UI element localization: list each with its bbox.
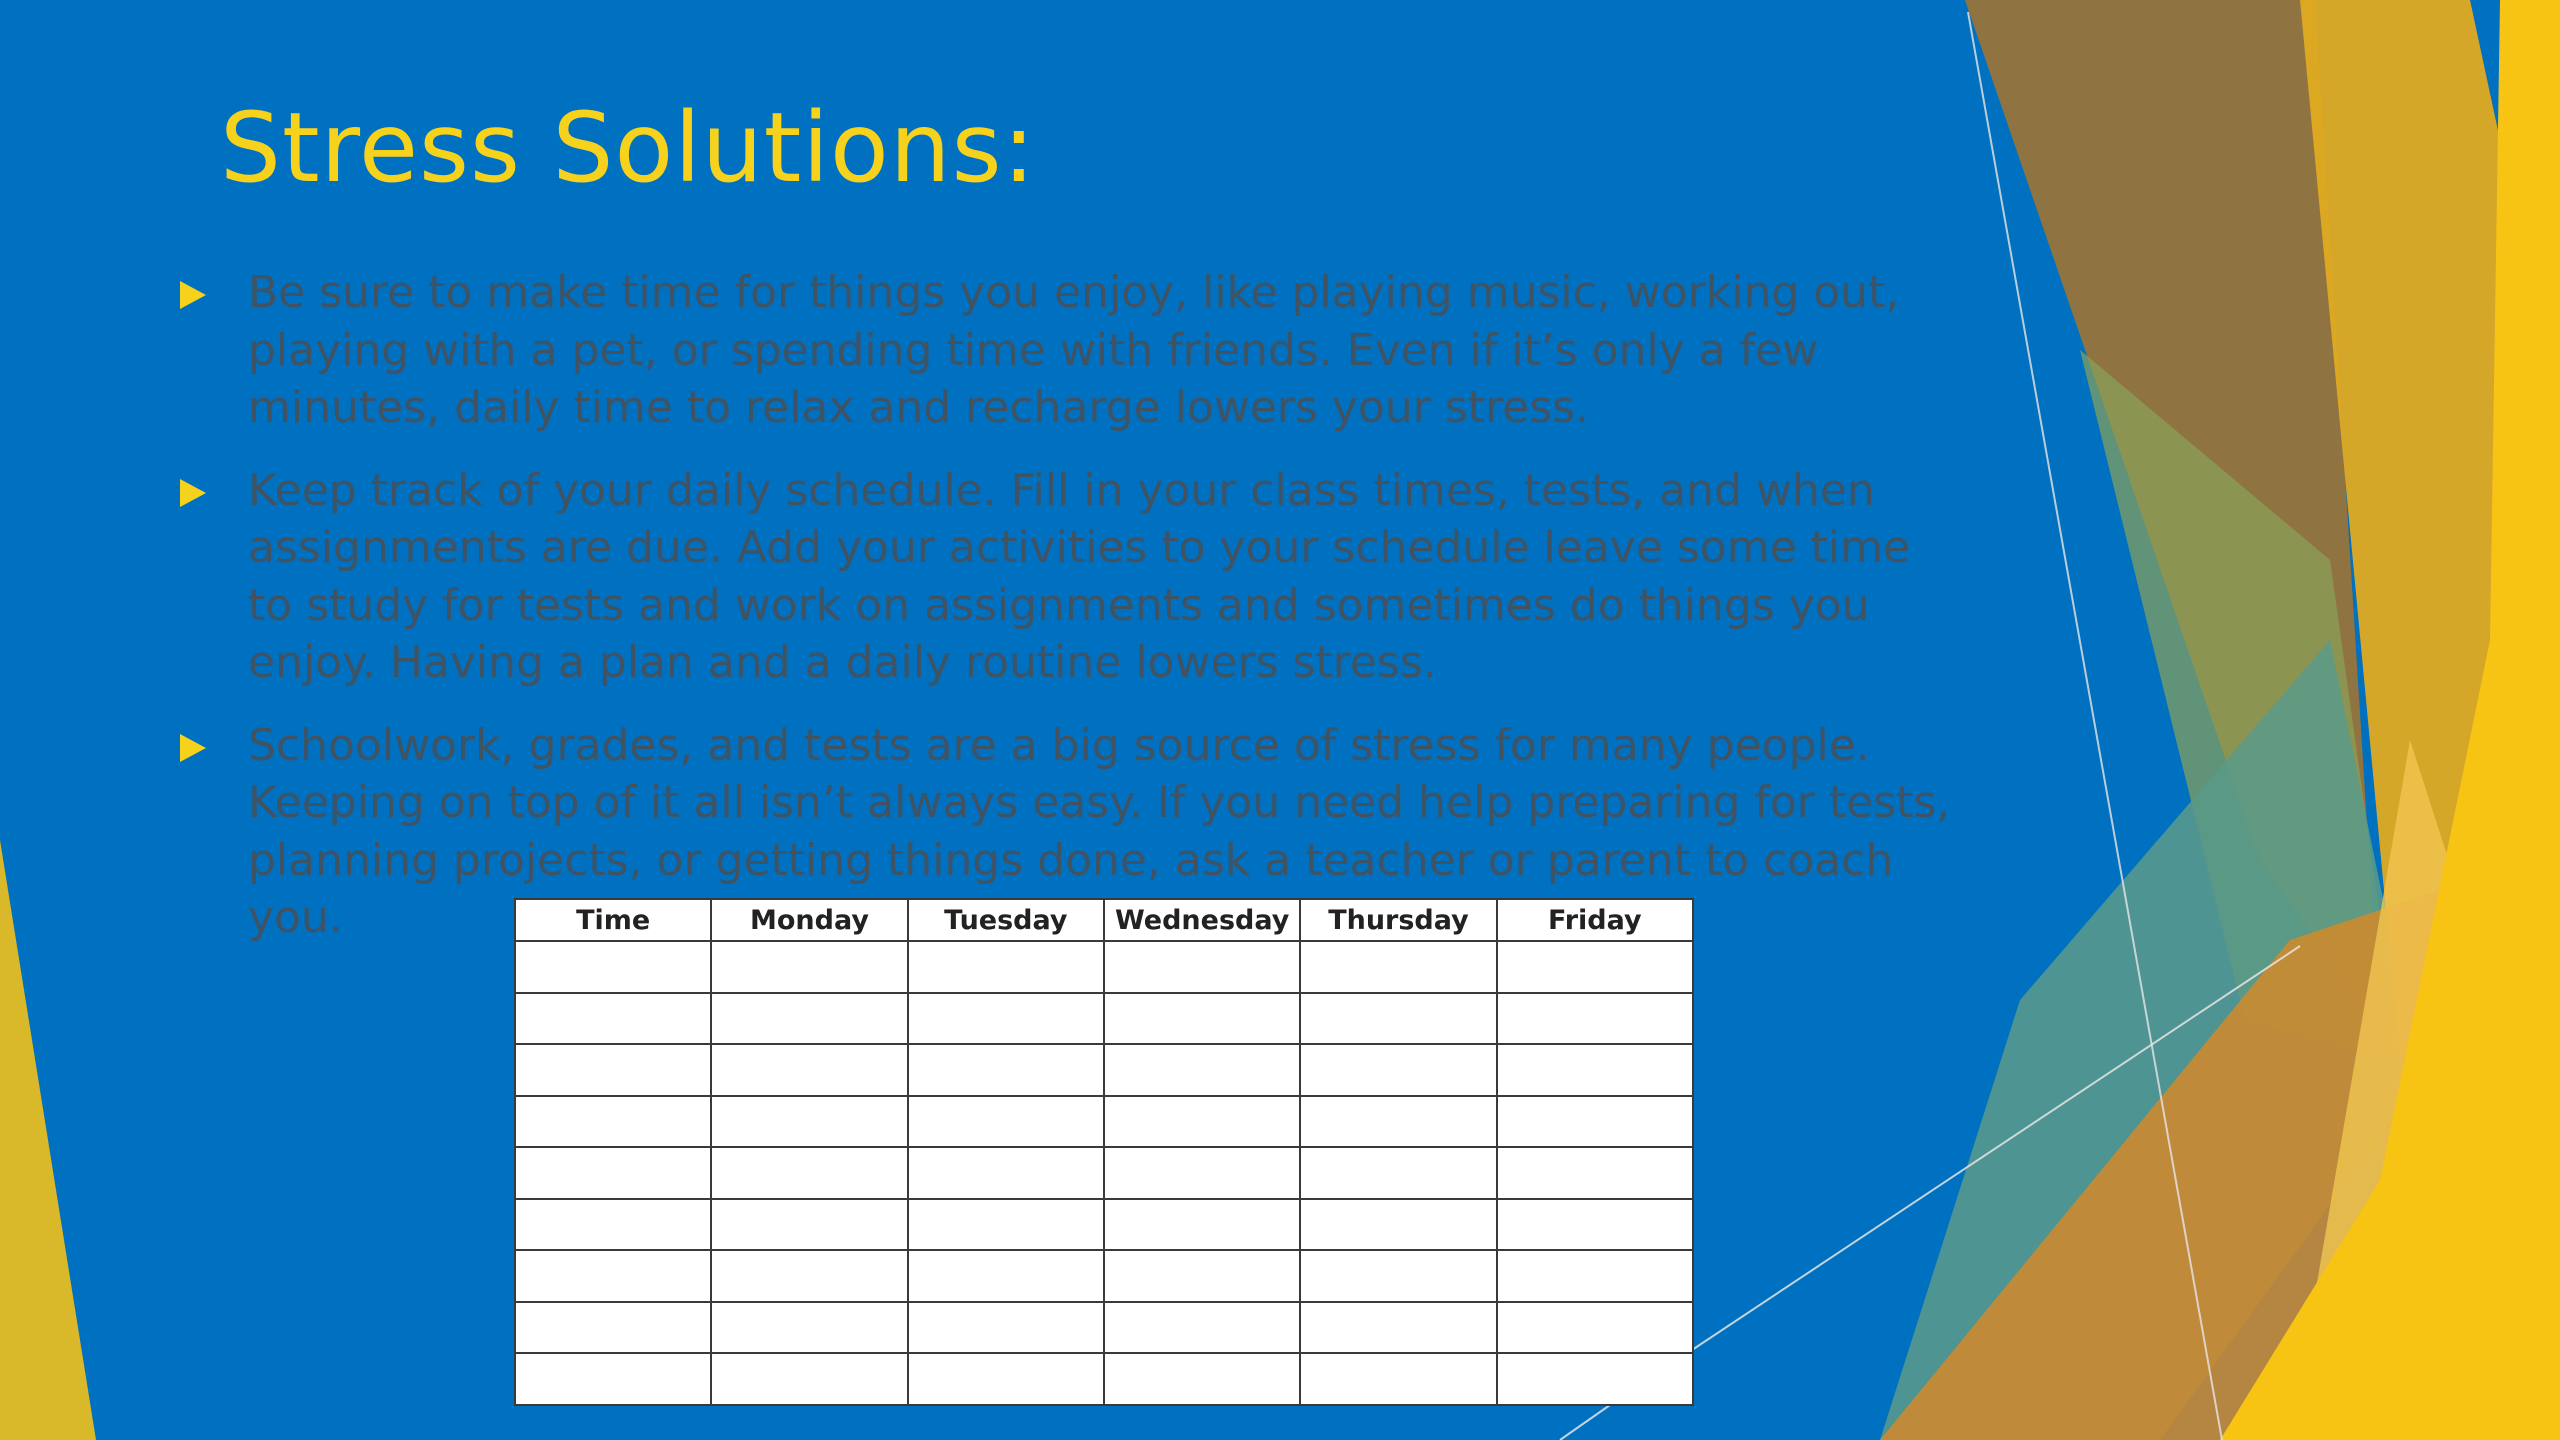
- bullet-item-schedule: [172, 462, 1952, 692]
- schedule-row: [515, 1044, 1693, 1096]
- schedule-cell: [1497, 993, 1693, 1045]
- bullet-text: Keep track of your daily schedule. Fill in your class times, tests, and when assignments are due. Add your activities to your schedule leave some time to study for tests and work on assignments and sometimes do things you enjoy. Having a plan and a daily routine lowers stress.: [248, 464, 1911, 688]
- schedule-cell: [515, 1199, 711, 1251]
- schedule-cell: [908, 1096, 1104, 1148]
- schedule-cell: [1497, 1044, 1693, 1096]
- schedule-cell: [1104, 1096, 1300, 1148]
- schedule-cell: [1104, 1147, 1300, 1199]
- schedule-cell: [515, 1044, 711, 1096]
- schedule-cell: [1497, 941, 1693, 993]
- schedule-row: [515, 1147, 1693, 1199]
- schedule-cell: [1497, 1147, 1693, 1199]
- schedule-cell: [1104, 941, 1300, 993]
- schedule-row: [515, 1250, 1693, 1302]
- triangle-bullet-icon: [180, 479, 206, 507]
- schedule-body: [515, 941, 1693, 1405]
- schedule-row: [515, 1199, 1693, 1251]
- header-monday: Monday: [711, 899, 907, 941]
- left-gold-sliver: [0, 840, 96, 1440]
- header-thursday: Thursday: [1300, 899, 1496, 941]
- schedule-header-row: [515, 899, 1693, 941]
- schedule-cell: [1300, 1353, 1496, 1405]
- bullet-text: Schoolwork, grades, and tests are a big source of stress for many people. Keeping on top of it all isn’t always easy. If you need help preparing for tests, planning projects, or getting things done, ask a teacher or parent to coach you.: [248, 719, 1951, 943]
- schedule-row: [515, 1096, 1693, 1148]
- schedule-cell: [908, 1147, 1104, 1199]
- header-wednesday: Wednesday: [1104, 899, 1300, 941]
- triangle-bullet-icon: [180, 734, 206, 762]
- header-friday: Friday: [1497, 899, 1693, 941]
- schedule-cell: [515, 1096, 711, 1148]
- schedule-cell: [515, 1147, 711, 1199]
- schedule-cell: [1104, 993, 1300, 1045]
- schedule-cell: [1497, 1250, 1693, 1302]
- schedule-cell: [711, 1250, 907, 1302]
- schedule-cell: [515, 1353, 711, 1405]
- schedule-cell: [1497, 1199, 1693, 1251]
- schedule-cell: [908, 1199, 1104, 1251]
- schedule-cell: [711, 1302, 907, 1354]
- schedule-cell: [1300, 1096, 1496, 1148]
- schedule-cell: [711, 1044, 907, 1096]
- schedule-cell: [1497, 1302, 1693, 1354]
- triangle-bullet-icon: [180, 281, 206, 309]
- schedule-row: [515, 993, 1693, 1045]
- header-time: Time: [515, 899, 711, 941]
- schedule-row: [515, 1302, 1693, 1354]
- schedule-cell: [1300, 1302, 1496, 1354]
- schedule-cell: [515, 993, 711, 1045]
- schedule-cell: [515, 1250, 711, 1302]
- schedule-cell: [1497, 1096, 1693, 1148]
- schedule-cell: [515, 1302, 711, 1354]
- schedule-cell: [1497, 1353, 1693, 1405]
- schedule-cell: [711, 1096, 907, 1148]
- thin-line-bottom: [1560, 1405, 1610, 1440]
- schedule-cell: [908, 1250, 1104, 1302]
- bullet-text: Be sure to make time for things you enjoy, like playing music, working out, playing with a pet, or spending time with friends. Even if it’s only a few minutes, daily time to relax and recharge lowers your stress.: [248, 267, 1900, 433]
- schedule-row: [515, 1353, 1693, 1405]
- schedule-cell: [1300, 1044, 1496, 1096]
- weekly-schedule-table: [514, 898, 1694, 1406]
- schedule-cell: [1104, 1353, 1300, 1405]
- schedule-cell: [908, 993, 1104, 1045]
- bullet-item-enjoy: [172, 264, 1952, 437]
- schedule-cell: [1300, 941, 1496, 993]
- schedule-cell: [711, 993, 907, 1045]
- schedule-cell: [1104, 1199, 1300, 1251]
- schedule-cell: [908, 1302, 1104, 1354]
- schedule-cell: [1104, 1250, 1300, 1302]
- schedule-cell: [1104, 1044, 1300, 1096]
- schedule-cell: [1300, 1250, 1496, 1302]
- schedule-cell: [1104, 1302, 1300, 1354]
- schedule-cell: [711, 1353, 907, 1405]
- schedule-cell: [1300, 1147, 1496, 1199]
- schedule-cell: [711, 1199, 907, 1251]
- schedule-cell: [1300, 993, 1496, 1045]
- bullet-list: [172, 264, 1952, 972]
- schedule-cell: [711, 941, 907, 993]
- schedule-cell: [908, 1353, 1104, 1405]
- slide-title: Stress Solutions:: [220, 92, 1036, 204]
- header-tuesday: Tuesday: [908, 899, 1104, 941]
- schedule-cell: [515, 941, 711, 993]
- schedule-cell: [1300, 1199, 1496, 1251]
- schedule-row: [515, 941, 1693, 993]
- schedule-cell: [711, 1147, 907, 1199]
- schedule-cell: [908, 1044, 1104, 1096]
- schedule-cell: [908, 941, 1104, 993]
